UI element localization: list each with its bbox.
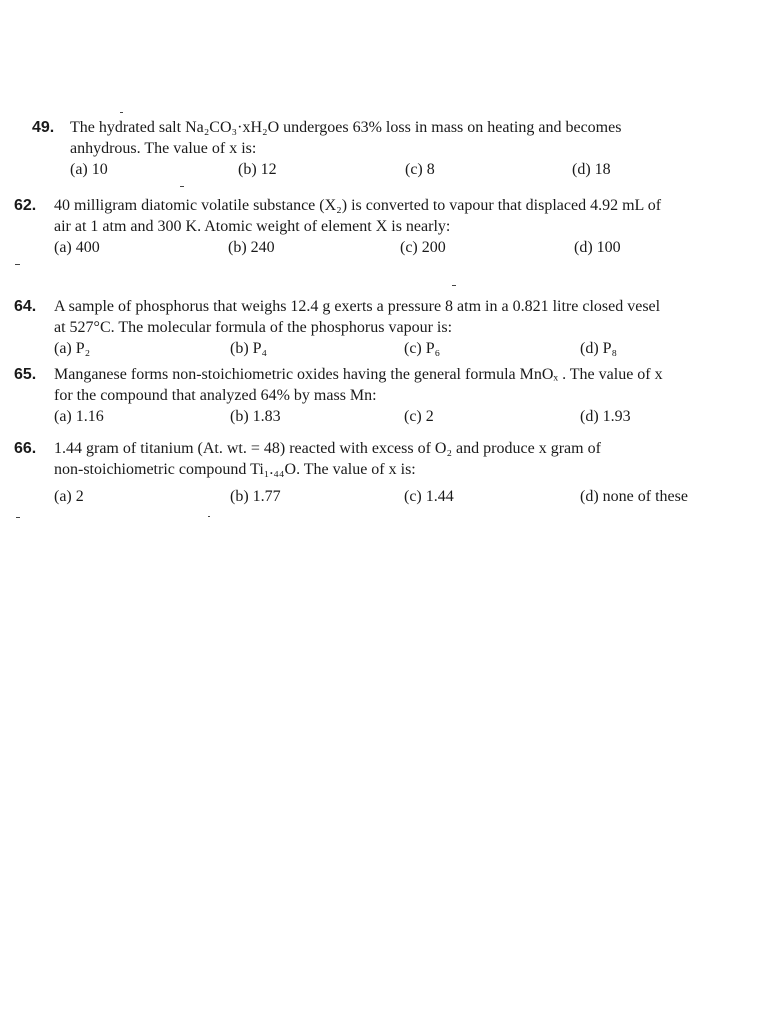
question-66 (14, 438, 758, 508)
option-d: (d) P₈ (580, 340, 618, 357)
question-line: air at 1 atm and 300 K. Atomic weight of element X is nearly: (54, 218, 451, 235)
question-line: The hydrated salt Na₂CO₃·xH₂O undergoes 63% loss in mass on heating and becomes (70, 119, 622, 136)
option-b: (b) 1.83 (230, 408, 281, 425)
option-b: (b) 240 (228, 239, 275, 256)
question-number: 62. (14, 197, 37, 214)
option-d: (d) 18 (572, 161, 611, 178)
question-line: 1.44 gram of titanium (At. wt. = 48) reacted with excess of O₂ and produce x gram of (54, 440, 601, 457)
options-row (54, 406, 758, 428)
question-text (54, 195, 758, 237)
options-row (54, 237, 758, 259)
scan-speck (452, 285, 456, 286)
option-a: (a) 1.16 (54, 408, 104, 425)
scan-speck (15, 264, 20, 265)
option-a: (a) 10 (70, 161, 108, 178)
scan-speck (180, 186, 184, 187)
option-b: (b) 12 (238, 161, 277, 178)
option-c: (c) 200 (400, 239, 446, 256)
scan-speck (208, 516, 210, 517)
option-c: (c) P₆ (404, 340, 441, 357)
option-b: (b) 1.77 (230, 488, 281, 505)
option-a: (a) 400 (54, 239, 100, 256)
question-line: for the compound that analyzed 64% by mass Mn: (54, 387, 377, 404)
scan-speck (120, 112, 123, 113)
question-line: 40 milligram diatomic volatile substance (X₂) is converted to vapour that displaced 4.92 mL of (54, 197, 662, 214)
option-d: (d) none of these (580, 488, 688, 505)
options-row (54, 338, 758, 360)
option-b: (b) P₄ (230, 340, 268, 357)
option-c: (c) 1.44 (404, 488, 454, 505)
options-row (70, 159, 758, 181)
question-line: anhydrous. The value of x is: (70, 140, 257, 157)
question-49 (32, 117, 758, 181)
question-number: 49. (32, 119, 55, 136)
question-62 (14, 195, 758, 259)
question-line: A sample of phosphorus that weighs 12.4 g exerts a pressure 8 atm in a 0.821 litre closed vesel (54, 298, 661, 315)
option-a: (a) P₂ (54, 340, 91, 357)
scan-speck (16, 517, 20, 518)
options-row (54, 486, 758, 508)
question-text (54, 296, 758, 338)
question-65 (14, 364, 758, 428)
option-a: (a) 2 (54, 488, 84, 505)
option-d: (d) 1.93 (580, 408, 631, 425)
question-line: Manganese forms non-stoichiometric oxides having the general formula MnOₓ . The value of x (54, 366, 663, 383)
question-text (70, 117, 758, 159)
option-d: (d) 100 (574, 239, 621, 256)
question-line: non-stoichiometric compound Ti₁.₄₄O. The value of x is: (54, 461, 416, 478)
option-c: (c) 2 (404, 408, 434, 425)
question-text (54, 364, 758, 406)
question-number: 66. (14, 440, 37, 457)
question-64 (14, 296, 758, 360)
question-line: at 527°C. The molecular formula of the phosphorus vapour is: (54, 319, 453, 336)
question-number: 64. (14, 298, 37, 315)
option-c: (c) 8 (405, 161, 435, 178)
question-text (54, 438, 758, 480)
question-number: 65. (14, 366, 37, 383)
